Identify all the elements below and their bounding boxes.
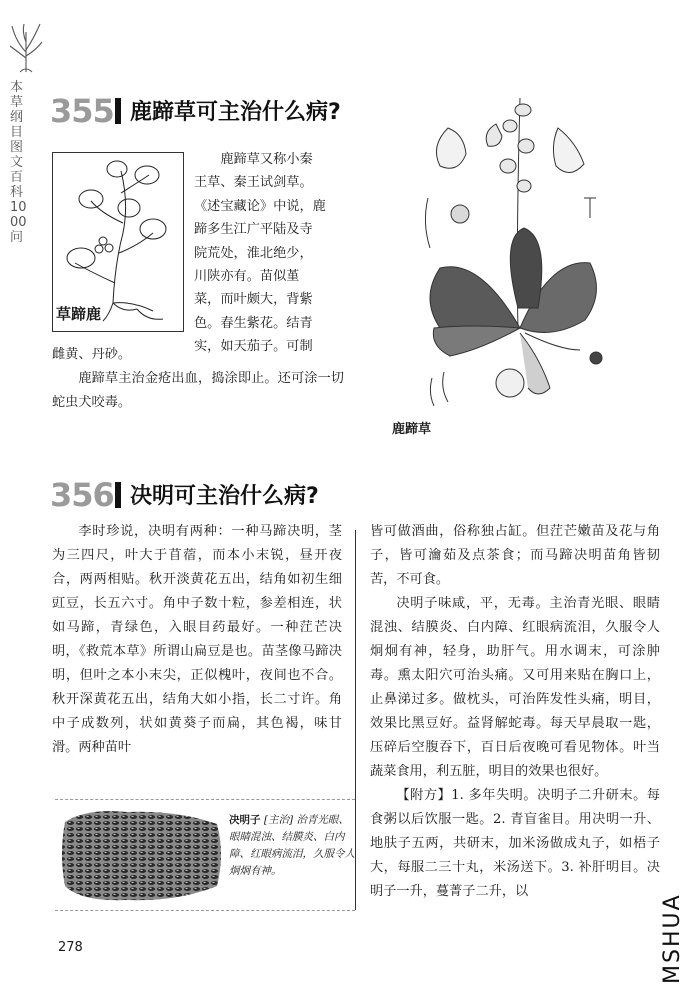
paragraph: 【附方】1. 多年失明。决明子二升研末。每食粥以后饮服一匙。2. 青盲雀目。用决明一升、地肤子五两，共研末，加米汤做成丸子，如梧子大，每服二三十丸，米汤送下。3. 补肝明目。决明子一升，蔓菁子二升，以 [370, 788, 660, 899]
section-356-left-column [52, 520, 342, 780]
paragraph: 皆可做酒曲，俗称独占缸。但茳芒嫩苗及花与角子，皆可瀹茹及点茶食；而马蹄决明苗角皆韧苦，不可食。 [370, 524, 660, 587]
section-356-right-column [370, 520, 660, 915]
section-356-number: 356 [50, 476, 114, 514]
section-356-bar [115, 482, 121, 508]
watermark [655, 880, 685, 990]
page-number: 278 [58, 940, 83, 955]
illustration-caption: 鹿蹄草 [392, 422, 432, 437]
column-divider [355, 530, 356, 910]
section-355-paragraph-2 [52, 367, 344, 415]
seed-note [229, 812, 355, 880]
paragraph: 李时珍说，决明有两种：一种马蹄决明，茎为三四尺，叶大于苜蓿，而本小末锐，昼开夜合，两两相贴。秋开淡黄花五出，结角如初生细豇豆，长五六寸。角中子数十粒，参差相连，状如马蹄，青绿色，入眼目药最好。一种茳芒决明，《救荒本草》所谓山扁豆是也。苗茎像马蹄决明，但叶之本小末尖，正似槐叶，夜间也不合。秋开深黄花五出，结角大如小指，长二寸许。角中子成数列，状如黄葵子而扁，其色褐，味甘滑。两种苗叶 [52, 524, 342, 755]
section-356-title: 决明可主治什么病? [130, 484, 319, 509]
seed-note-title: 决明子 [229, 814, 261, 826]
section-355-paragraph-1 [194, 148, 344, 359]
plant-sprig-icon [8, 22, 44, 74]
paragraph: 鹿蹄草主治金疮出血，捣涂即止。还可涂一切蛇虫犬咬毒。 [52, 371, 344, 410]
text-line: 川陕亦有。苗似堇 [194, 269, 300, 285]
text-line: 菜，而叶颇大，背紫 [194, 292, 313, 308]
book-title: 本草纲目图文百科1000问 [10, 80, 27, 245]
text-line: 院荒处，淮北绝少， [194, 245, 313, 261]
text-line: 色。春生紫花。结青 [194, 315, 313, 331]
section-355-bar [115, 98, 121, 124]
inset-label: 草蹄鹿 [56, 305, 102, 323]
watermark-text: MSHUA [660, 893, 685, 984]
deer-hoof-herb-illustration [400, 88, 615, 413]
section-355-title: 鹿蹄草可主治什么病? [130, 100, 341, 125]
text-line: 蹄多生江广平陆及寺 [194, 222, 313, 238]
text-line: 《述宝藏论》中说，鹿 [194, 198, 326, 214]
text-line: 王草、秦王试剑草。 [194, 175, 313, 191]
section-355-paragraph-1-tail: 雌黄、丹砂。 [52, 347, 132, 362]
seed-note-text: [主治] 治青光眼、眼睛混浊、结膜炎、白内障、红眼病流泪，久服令人炯炯有神。 [229, 814, 355, 877]
cassia-seeds-image [57, 802, 227, 908]
section-355-number: 355 [50, 92, 114, 130]
paragraph: 决明子味咸，平，无毒。主治青光眼、眼睛混浊、结膜炎、白内障、红眼病流泪，久服令人炯炯有神，轻身，助肝气。用水调末，可涂肿毒。熏太阳穴可治头痛。又可用来贴在胸口上，止鼻涕过多。做枕头，可治阵发性头痛，明目，效果比黑豆好。益肾解蛇毒。每天早晨取一匙，压碎后空腹吞下，百日后夜晚可看见物体。叶当蔬菜食用，利五脏，明目的效果也很好。 [370, 596, 660, 779]
text-line: 实，如天茄子。可制 [194, 339, 313, 355]
text-line: 鹿蹄草又称小秦 [220, 152, 313, 167]
